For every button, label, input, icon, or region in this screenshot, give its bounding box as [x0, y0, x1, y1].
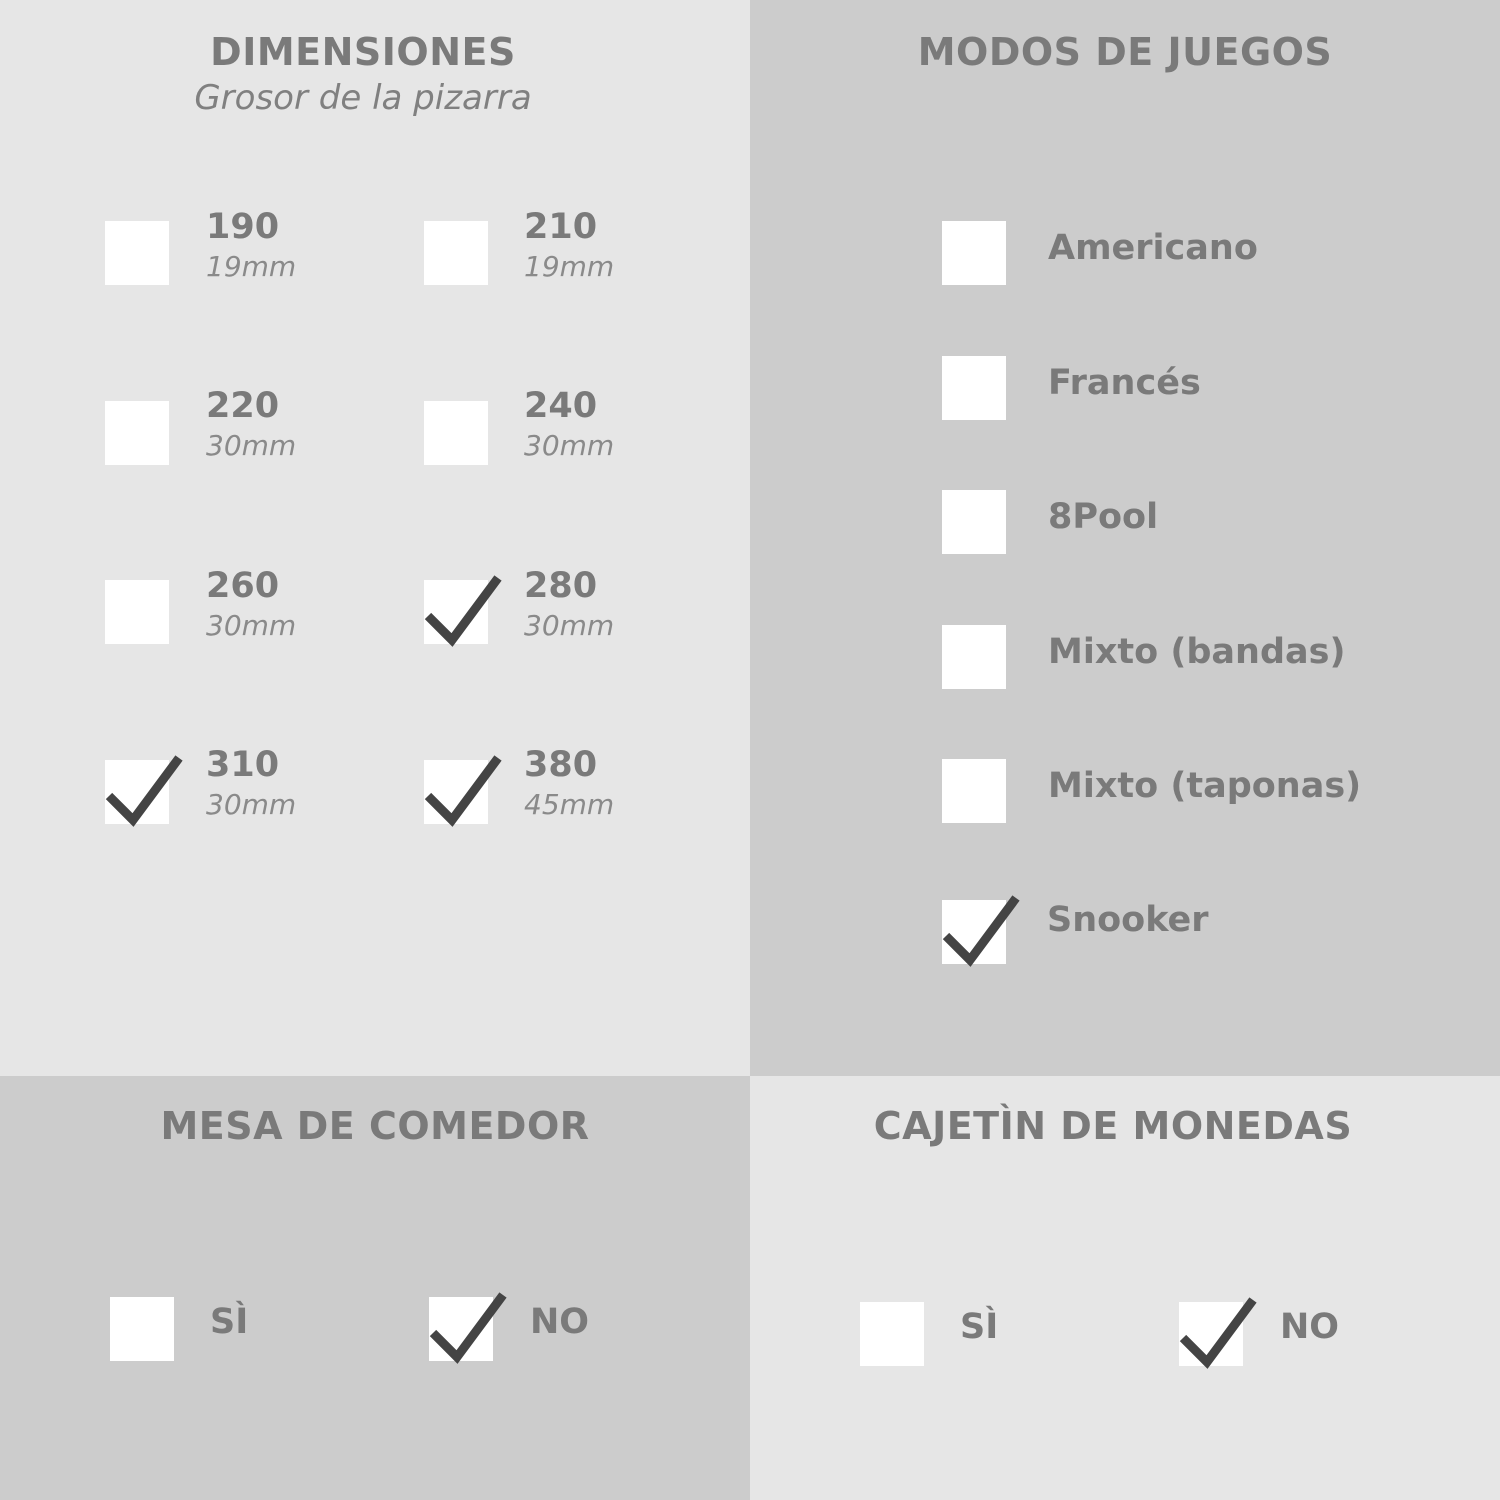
checkbox-210[interactable]: [424, 221, 488, 285]
thickness-label: 30mm: [206, 788, 297, 821]
size-label: 280: [524, 566, 598, 606]
dining-table-title: MESA DE COMEDOR: [160, 1104, 590, 1148]
option-label: Snooker: [1047, 900, 1209, 940]
option-label: 8Pool: [1048, 497, 1159, 537]
checkbox-mixto-taponas[interactable]: [942, 759, 1006, 823]
size-label: 240: [524, 386, 598, 426]
thickness-label: 19mm: [206, 250, 297, 283]
dining-table-panel: [0, 1076, 750, 1500]
size-label: 190: [206, 207, 280, 247]
dimensions-panel: [0, 0, 750, 1076]
option-label: Mixto (taponas): [1048, 766, 1362, 806]
option-label: Francés: [1048, 363, 1201, 403]
checkbox-americano[interactable]: [942, 221, 1006, 285]
thickness-label: 30mm: [524, 609, 615, 642]
dimensions-subtitle: Grosor de la pizarra: [194, 78, 532, 118]
size-label: 310: [206, 745, 280, 785]
coin-box-panel: [750, 1076, 1500, 1500]
size-label: 210: [524, 207, 598, 247]
option-label: NO: [1280, 1307, 1340, 1347]
option-label: SÌ: [960, 1307, 999, 1347]
checkbox-dining-no[interactable]: [429, 1297, 493, 1361]
game-modes-title: MODOS DE JUEGOS: [917, 30, 1333, 74]
checkbox-snooker[interactable]: [942, 900, 1006, 964]
checkbox-coin-no[interactable]: [1179, 1302, 1243, 1366]
checkmark-icon: [424, 568, 504, 648]
thickness-label: 45mm: [524, 788, 615, 821]
option-label: Mixto (bandas): [1048, 632, 1346, 672]
thickness-label: 30mm: [206, 429, 297, 462]
checkbox-mixto-bandas[interactable]: [942, 625, 1006, 689]
size-label: 260: [206, 566, 280, 606]
thickness-label: 19mm: [524, 250, 615, 283]
option-label: NO: [530, 1302, 590, 1342]
checkbox-220[interactable]: [105, 401, 169, 465]
checkmark-icon: [105, 748, 185, 828]
coin-box-title: CAJETÌN DE MONEDAS: [873, 1104, 1353, 1148]
checkbox-380[interactable]: [424, 760, 488, 824]
checkmark-icon: [942, 888, 1022, 968]
checkbox-8pool[interactable]: [942, 490, 1006, 554]
checkbox-310[interactable]: [105, 760, 169, 824]
option-label: Americano: [1048, 228, 1258, 268]
thickness-label: 30mm: [206, 609, 297, 642]
option-label: SÌ: [210, 1302, 249, 1342]
game-modes-panel: [750, 0, 1500, 1076]
checkbox-frances[interactable]: [942, 356, 1006, 420]
checkmark-icon: [424, 748, 504, 828]
size-label: 220: [206, 386, 280, 426]
dimensions-title: DIMENSIONES: [210, 30, 516, 74]
checkbox-280[interactable]: [424, 580, 488, 644]
checkbox-coin-yes[interactable]: [860, 1302, 924, 1366]
checkbox-190[interactable]: [105, 221, 169, 285]
checkbox-240[interactable]: [424, 401, 488, 465]
thickness-label: 30mm: [524, 429, 615, 462]
size-label: 380: [524, 745, 598, 785]
checkbox-260[interactable]: [105, 580, 169, 644]
checkmark-icon: [429, 1285, 509, 1365]
checkmark-icon: [1179, 1290, 1259, 1370]
checkbox-dining-yes[interactable]: [110, 1297, 174, 1361]
